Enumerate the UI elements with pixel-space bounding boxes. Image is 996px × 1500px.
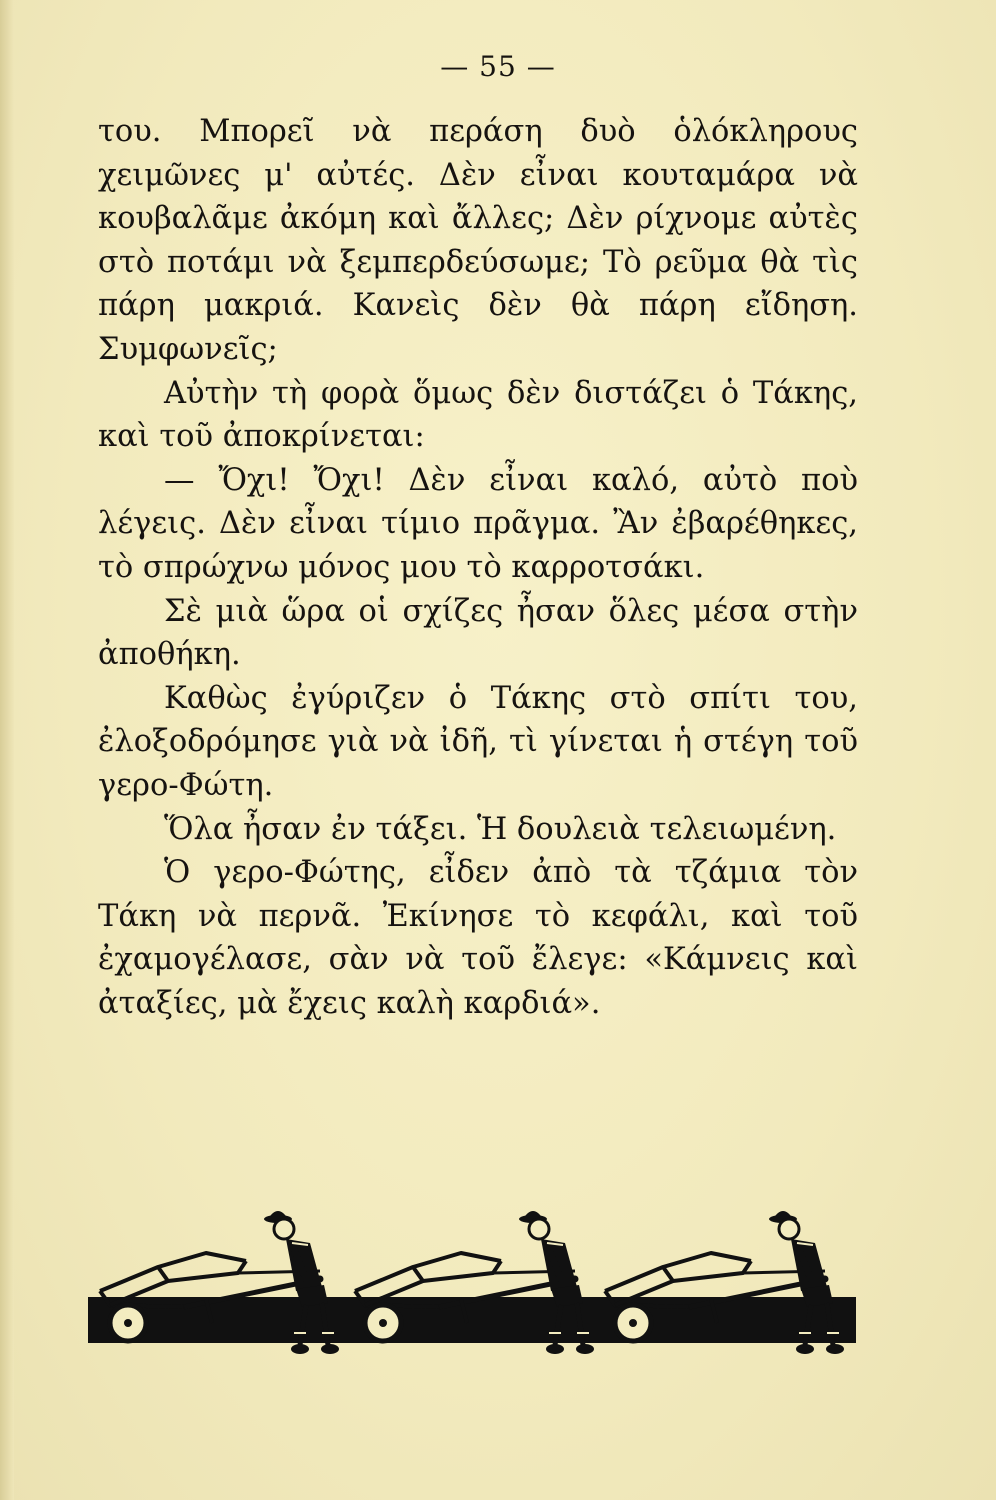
paragraph-storage: Σὲ μιὰ ὥρα οἱ σχίζες ἦσαν ὅλες μέσα στὴν ἀποθήκη. [98,593,858,673]
paragraph-continuation: του. Μπορεῖ νὰ περάση δυὸ ὁλόκληρους χειμῶνες μ' αὐτές. Δὲν εἶναι κουταμάρα νὰ κουβαλᾶμε ἀκόμη καὶ ἄλλες; Δὲν ρίχνομε αὐτὲς στὸ ποτάμι νὰ ξεμπερδεύσωμε; Τὸ ρεῦμα θὰ τὶς πάρη μακριά. Κανεὶς δὲν θὰ πάρη εἴδηση. Συμφωνεῖς; [98,114,858,367]
paragraph-old-fotis: Ὁ γερο-Φώτης, εἶδεν ἀπὸ τὰ τζάμια τὸν Τάκη νὰ περνᾶ. Ἐκίνησε τὸ κεφάλι, καὶ τοῦ ἐχαμογέλασε, σὰν νὰ τοῦ ἔλεγε: «Κάμνεις καὶ ἀταξίες, μὰ ἔχεις καλὴ καρδιά». [98,855,858,1021]
page-text [98,110,858,1025]
paragraph-dialogue: — Ὄχι! Ὄχι! Δὲν εἶναι καλό, αὐτὸ ποὺ λέγεις. Δὲν εἶναι τίμιο πρᾶγμα. Ἂν ἐβαρέθηκες, τὸ σπρώχνω μόνος μου τὸ καρροτσάκι. [98,462,858,585]
paragraph-all-in-order: Ὅλα ἦσαν ἐν τάξει. Ἡ δουλειὰ τελειωμένη. [164,811,837,847]
paragraph-taki-replies: Αὐτὴν τὴ φορὰ ὅμως δὲν διστάζει ὁ Τάκης, καὶ τοῦ ἀποκρίνεται: [98,375,858,455]
page-number: — 55 — [440,50,556,83]
page-edge-shadow [0,0,14,1500]
wheelbarrow-illustration [88,1195,856,1395]
paragraph-detour: Καθὼς ἐγύριζεν ὁ Τάκης στὸ σπίτι του, ἐλοξοδρόμησε γιὰ νὰ ἰδῆ, τὶ γίνεται ἡ στέγη τοῦ γερο-Φώτη. [98,680,858,803]
